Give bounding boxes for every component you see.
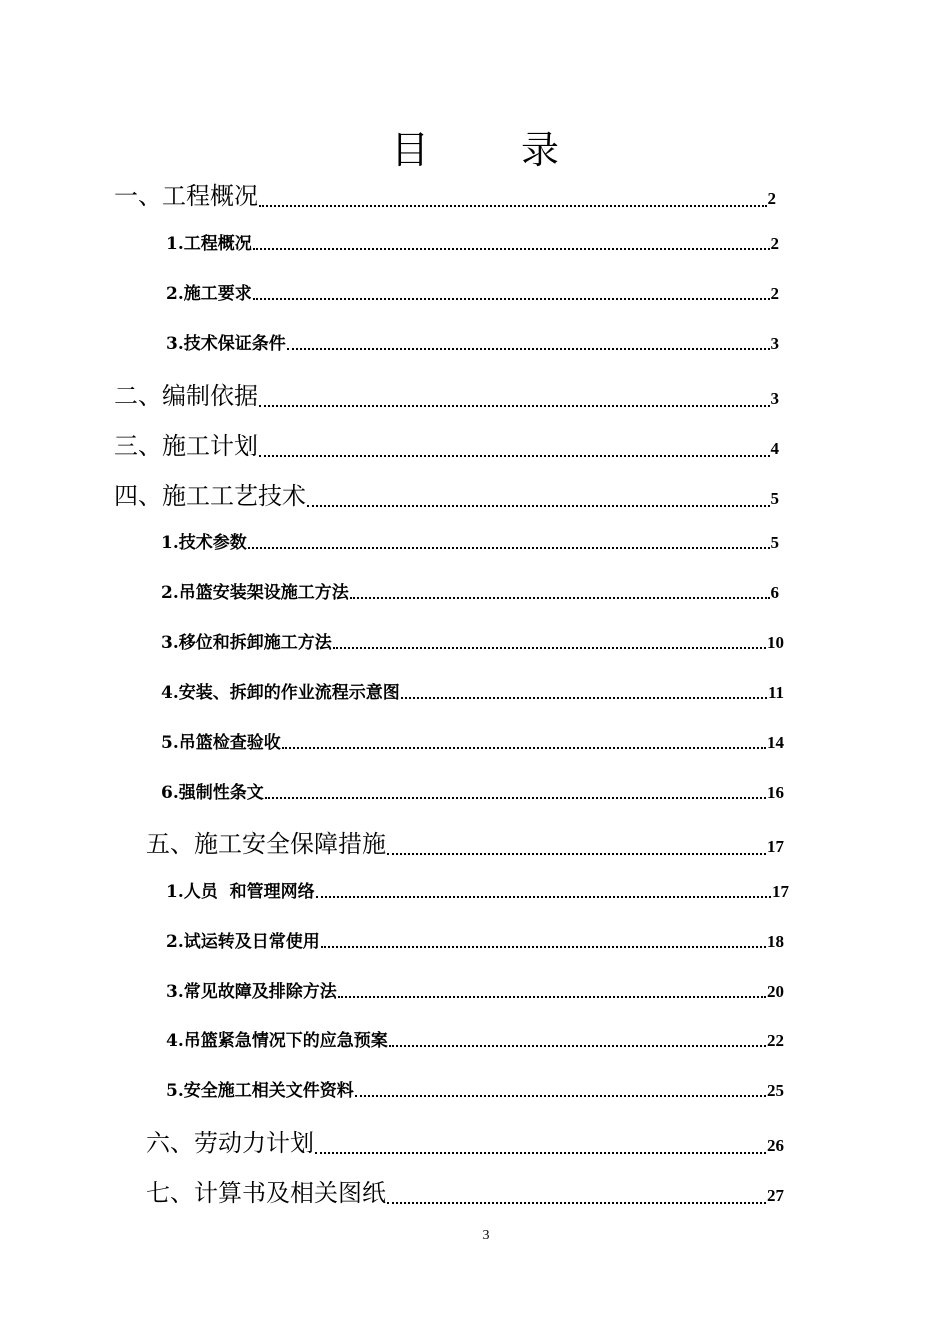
leader-dots — [259, 376, 770, 411]
toc-entry-5-3[interactable] — [166, 977, 784, 1002]
toc-entry-4-4[interactable] — [161, 678, 784, 703]
leader-dots — [253, 229, 770, 254]
toc-entry-page: 17 — [767, 837, 784, 856]
toc-entry-label: 1.人员 和管理网络 — [166, 882, 315, 902]
toc-entry-1-2[interactable] — [166, 279, 779, 304]
leader-dots — [389, 1026, 766, 1051]
leader-dots — [315, 1123, 766, 1158]
leader-dots — [259, 176, 767, 211]
footer-page-number: 3 — [482, 1228, 490, 1243]
toc-entry-label: 六、劳动力计划 — [146, 1129, 314, 1157]
toc-entry-section-4[interactable] — [114, 476, 779, 511]
leader-dots — [259, 426, 770, 461]
toc-entry-page: 5 — [770, 489, 779, 508]
toc-entry-label: 1.技术参数 — [161, 533, 247, 553]
leader-dots — [316, 877, 771, 902]
leader-dots — [321, 927, 766, 952]
toc-entry-section-7[interactable] — [146, 1173, 784, 1208]
toc-entry-label: 二、编制依据 — [114, 382, 258, 410]
toc-entry-page: 17 — [772, 882, 789, 901]
toc-entry-label: 6.强制性条文 — [161, 783, 264, 803]
toc-entry-page: 10 — [767, 633, 784, 652]
toc-entry-page: 2 — [770, 234, 779, 253]
toc-entry-label: 4.安装、拆卸的作业流程示意图 — [161, 683, 400, 703]
toc-entry-page: 6 — [770, 583, 779, 602]
toc-entry-label: 2.试运转及日常使用 — [166, 932, 320, 952]
toc-entry-section-3[interactable] — [114, 426, 779, 461]
leader-dots — [338, 977, 766, 1002]
toc-entry-label: 3.移位和拆卸施工方法 — [161, 633, 332, 653]
toc-entry-label: 4.吊篮紧急情况下的应急预案 — [166, 1031, 388, 1051]
leader-dots — [355, 1076, 766, 1101]
leader-dots — [287, 329, 770, 354]
leader-dots — [350, 578, 770, 603]
toc-entry-1-1[interactable] — [166, 229, 779, 254]
toc-entry-1-3[interactable] — [166, 329, 779, 354]
toc-entry-label: 三、施工计划 — [114, 432, 258, 460]
toc-entry-page: 27 — [767, 1186, 784, 1205]
toc-entry-5-5[interactable] — [166, 1076, 784, 1101]
leader-dots — [387, 1173, 766, 1208]
leader-dots — [248, 528, 770, 553]
toc-entry-label: 3.技术保证条件 — [166, 334, 286, 354]
toc-entry-page: 26 — [767, 1136, 784, 1155]
page-title: 目 录 — [390, 128, 600, 172]
toc-entry-page: 3 — [770, 389, 779, 408]
leader-dots — [253, 279, 770, 304]
toc-entry-5-2[interactable] — [166, 927, 784, 952]
toc-entry-4-6[interactable] — [161, 778, 784, 803]
toc-entry-label: 2.施工要求 — [166, 284, 252, 304]
toc-entry-label: 1.工程概况 — [166, 234, 252, 254]
leader-dots — [401, 678, 767, 703]
toc-entry-5-1[interactable] — [166, 877, 789, 902]
toc-entry-label: 2.吊篮安装架设施工方法 — [161, 583, 349, 603]
toc-entry-page: 25 — [767, 1081, 784, 1100]
toc-entry-page: 3 — [770, 334, 779, 353]
toc-entry-label: 四、施工工艺技术 — [114, 482, 306, 510]
toc-entry-4-2[interactable] — [161, 578, 779, 603]
toc-entry-label: 5.安全施工相关文件资料 — [166, 1081, 354, 1101]
toc-entry-page: 22 — [767, 1031, 784, 1050]
leader-dots — [333, 628, 766, 653]
toc-entry-section-2[interactable] — [114, 376, 779, 411]
toc-entry-page: 18 — [767, 932, 784, 951]
leader-dots — [387, 824, 766, 859]
toc-entry-page: 2 — [770, 284, 779, 303]
toc-entry-page: 5 — [770, 533, 779, 552]
toc-entry-page: 16 — [767, 783, 784, 802]
toc-entry-5-4[interactable] — [166, 1026, 784, 1051]
leader-dots — [307, 476, 770, 511]
toc-entry-label: 5.吊篮检查验收 — [161, 733, 281, 753]
toc-entry-page: 4 — [770, 439, 779, 458]
toc-entry-label: 七、计算书及相关图纸 — [146, 1179, 386, 1207]
toc-entry-page: 14 — [767, 733, 784, 752]
toc-entry-label: 一、工程概况 — [114, 182, 258, 210]
toc-entry-4-5[interactable] — [161, 728, 784, 753]
toc-entry-page: 11 — [767, 683, 784, 702]
leader-dots — [265, 778, 766, 803]
toc-entry-label: 3.常见故障及排除方法 — [166, 982, 337, 1002]
leader-dots — [282, 728, 766, 753]
toc-entry-4-1[interactable] — [161, 528, 779, 553]
toc-entry-section-6[interactable] — [146, 1123, 784, 1158]
toc-entry-label: 五、施工安全保障措施 — [146, 830, 386, 858]
toc-entry-page: 2 — [767, 189, 776, 208]
toc-entry-4-3[interactable] — [161, 628, 784, 653]
toc-entry-section-5[interactable] — [146, 824, 784, 859]
toc-entry-page: 20 — [767, 982, 784, 1001]
toc-entry-section-1[interactable] — [114, 176, 776, 211]
